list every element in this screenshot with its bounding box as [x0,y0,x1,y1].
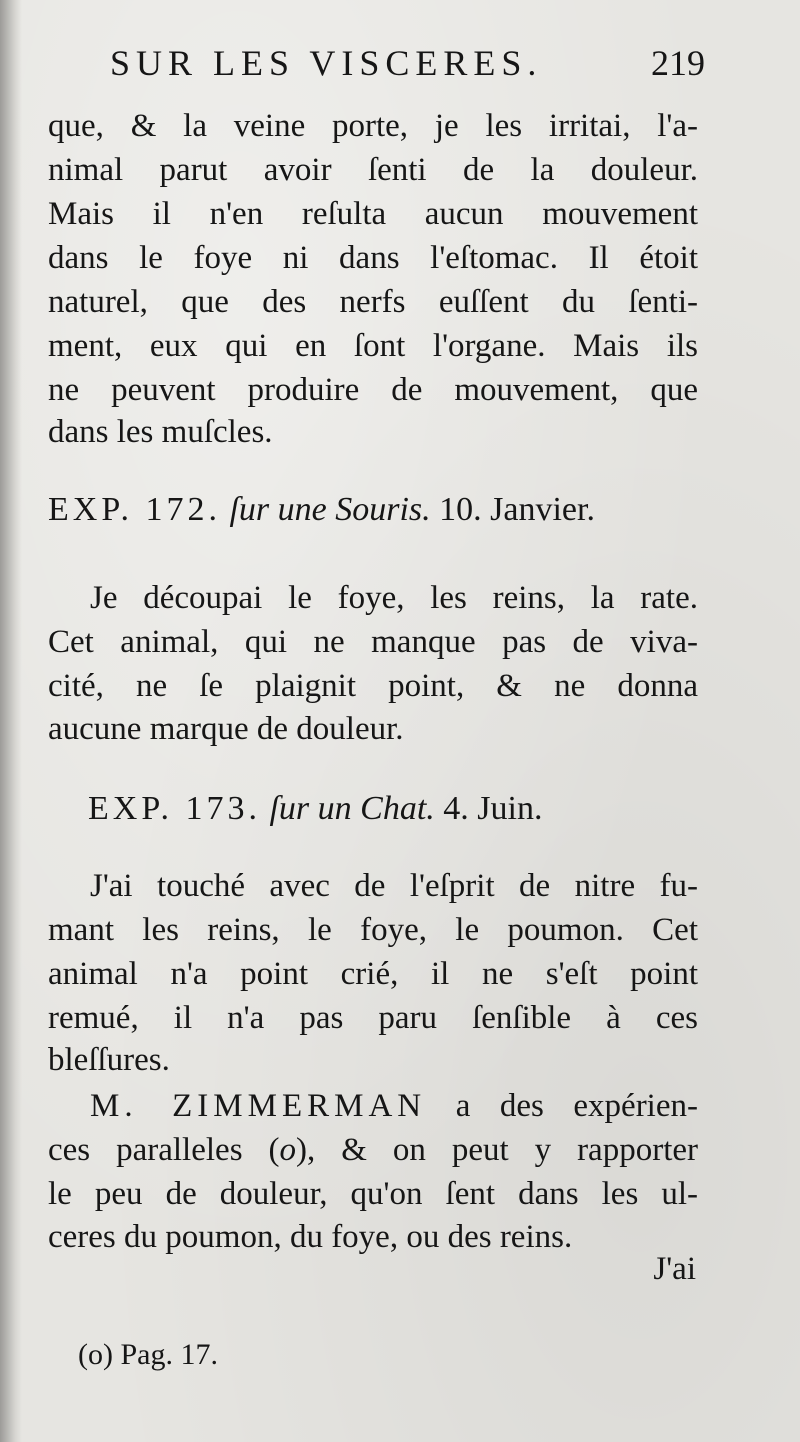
experiment-subject: ſur un Chat. [269,790,435,827]
text-line: dans le foye ni dans l'eſtomac. Il étoit [48,240,698,276]
text-line: nimal parut avoir ſenti de la douleur. [48,152,698,188]
text-line: ne peuvent produire de mouvement, que [48,372,698,408]
footnote [78,1335,218,1375]
text-fragment: ), & on peut y rapporter [296,1132,698,1168]
text-line: Cet animal, qui ne manque pas de viva- [48,624,698,660]
experiment-subject: ſur une Souris. [229,491,431,528]
footnote-mark: (o) [78,1338,113,1371]
text-line: cité, ne ſe plaignit point, & ne donna [48,668,698,704]
text-line: animal n'a point crié, il ne s'eſt point [48,956,698,992]
text-line: naturel, que des nerfs euſſent du ſenti- [48,284,698,320]
running-head [110,40,710,90]
page-number: 219 [651,43,705,83]
text-line: remué, il n'a pas paru ſenſible à ces [48,1000,698,1036]
text-line: aucune marque de douleur. [48,711,404,747]
text-line: J'ai touché avec de l'eſprit de nitre fu- [90,868,698,904]
footnote-reference: o [279,1132,296,1168]
footnote-text: Pag. 17. [120,1338,218,1371]
experiment-heading-173 [88,787,542,831]
text-line: Mais il n'en reſulta aucun mouvement [48,196,698,232]
text-line: le peu de douleur, qu'on ſent dans les ul- [48,1176,698,1212]
text-fragment: ces paralleles ( [48,1132,280,1168]
experiment-label: EXP. 173. [88,790,261,827]
experiment-heading-172 [48,488,595,532]
experiment-date: 4. Juin. [443,790,543,827]
text-line: bleſſures. [48,1042,170,1078]
text-line: que, & la veine porte, je les irritai, l'a- [48,108,698,144]
experiment-date: 10. Janvier. [439,491,595,528]
page-gutter-shadow [0,0,22,1442]
text-line: dans les muſcles. [48,414,273,450]
text-line: ment, eux qui en ſont l'organe. Mais ils [48,328,698,364]
text-line: Je découpai le foye, les reins, la rate. [90,580,698,616]
text-fragment: a des expérien- [455,1088,698,1124]
text-line: mant les reins, le foye, le poumon. Cet [48,912,698,948]
experiment-label: EXP. 172. [48,491,221,528]
catchword: J'ai [653,1251,696,1287]
author-name: M. ZIMMERMAN [90,1088,427,1124]
text-line [48,1128,698,1172]
text-line: ceres du poumon, du foye, ou des reins. [48,1219,573,1255]
text-line [90,1084,698,1128]
running-head-title: SUR LES VISCERES. [110,43,543,83]
